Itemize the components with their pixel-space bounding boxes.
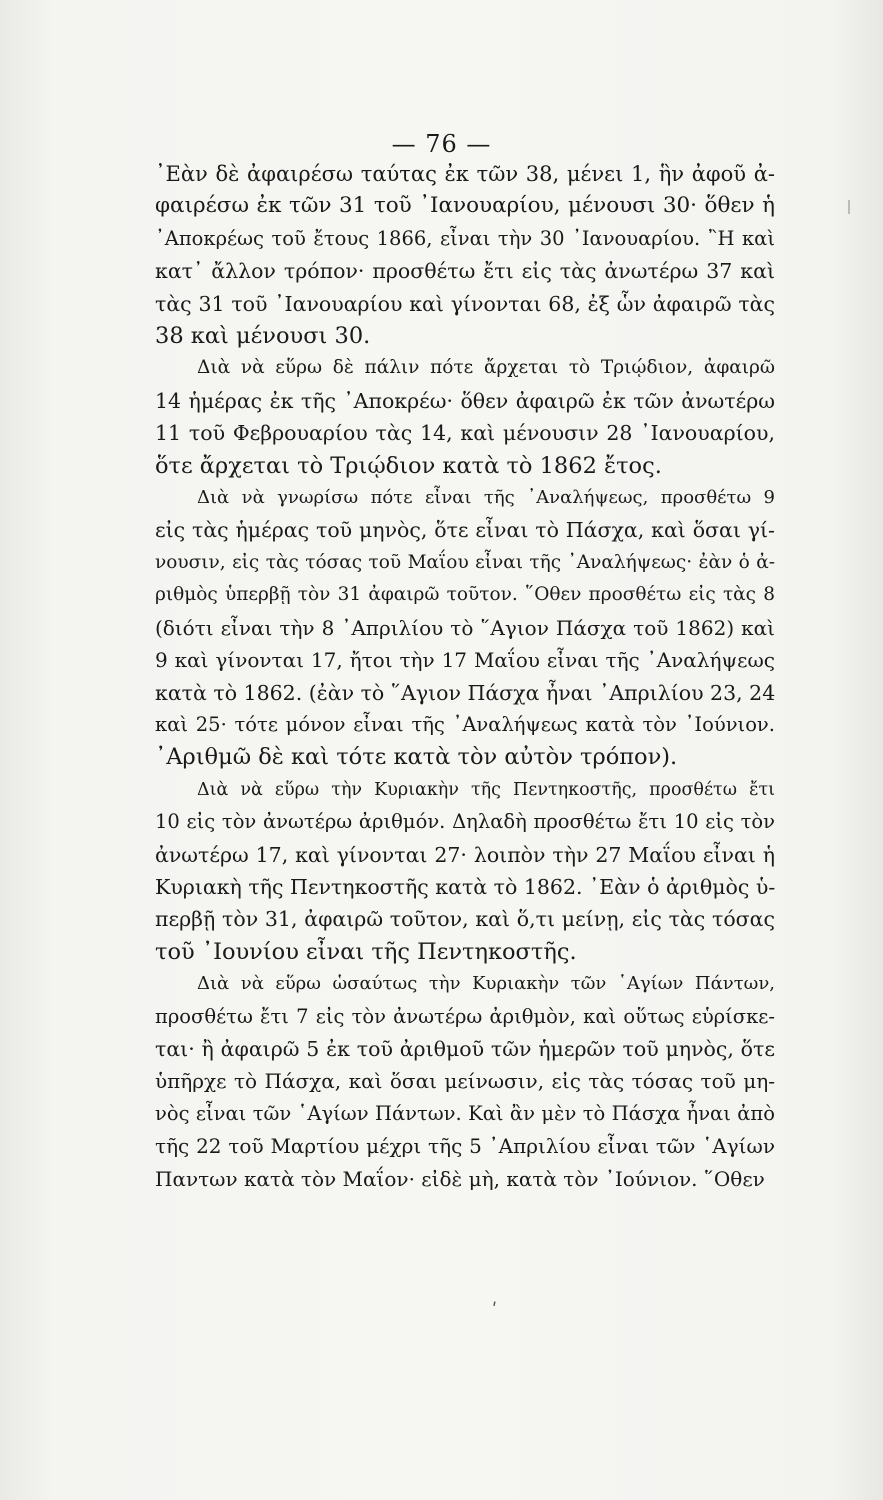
- text-line: τὰς 31 τοῦ ᾿Ιανουαρίου καὶ γίνονται 68, ἐξ ὧν ἀφαιρῶ τὰς: [155, 291, 775, 316]
- text-line: προσθέτω ἔτι 7 εἰς τὸν ἀνωτέρω ἀριθμὸν, καὶ οὕτως εὑρίσκε-: [155, 1004, 775, 1028]
- text-line: 9 καὶ γίνονται 17, ἤτοι τὴν 17 Μαΐου εἶναι τῆς ᾿Αναλήψεως: [155, 648, 775, 673]
- text-line: ριθμὸς ὑπερβῇ τὸν 31 ἀφαιρῶ τοῦτον. ῞Οθεν προσθέτω εἰς τὰς 8: [155, 584, 775, 606]
- text-line: εἰς τὰς ἡμέρας τοῦ μηνὸς, ὅτε εἶναι τὸ Πάσχα, καὶ ὅσαι γί-: [155, 518, 775, 543]
- text-line: ὅτε ἄρχεται τὸ Τριῴδιον κατὰ τὸ 1862 ἔτος.: [155, 452, 662, 479]
- text-line: ᾿Αποκρέως τοῦ ἔτους 1866, εἶναι τὴν 30 ᾿Ιανουαρίου. ῍Η καὶ: [155, 226, 775, 250]
- text-line: Διὰ νὰ γνωρίσω πότε εἶναι τῆς ᾿Αναλήψεως, προσθέτω 9: [197, 487, 775, 509]
- page-edge-mark: [848, 200, 850, 214]
- text-line: ὑπῆρχε τὸ Πάσχα, καὶ ὅσαι μείνωσιν, εἰς τὰς τόσας τοῦ μη-: [155, 1069, 775, 1094]
- text-line: τῆς 22 τοῦ Μαρτίου μέχρι τῆς 5 ᾿Απριλίου εἶναι τῶν ῾Αγίων: [155, 1134, 775, 1159]
- text-line: (διότι εἶναι τὴν 8 ᾿Απριλίου τὸ ῞Αγιον Πάσχα τοῦ 1862) καὶ: [155, 615, 775, 640]
- text-line: κατὰ τὸ 1862. (ἐὰν τὸ ῞Αγιον Πάσχα ἦναι ᾿Απριλίου 23, 24: [155, 680, 776, 705]
- text-line: περβῇ τὸν 31, ἀφαιρῶ τοῦτον, καὶ ὅ,τι μείνῃ, εἰς τὰς τόσας: [155, 907, 775, 932]
- text-line: ται· ἢ ἀφαιρῶ 5 ἐκ τοῦ ἀριθμοῦ τῶν ἡμερῶν τοῦ μηνὸς, ὅτε: [155, 1036, 775, 1061]
- stray-mark: ʹ: [492, 1300, 498, 1321]
- text-line: τοῦ ᾿Ιουνίου εἶναι τῆς Πεντηκοστῆς.: [155, 938, 577, 965]
- text-line: Παντων κατὰ τὸν Μαΐον· εἰδὲ μὴ, κατὰ τὸν ᾿Ιούνιον. ῞Οθεν: [155, 1166, 765, 1191]
- text-line: Κυριακὴ τῆς Πεντηκοστῆς κατὰ τὸ 1862. ᾿Εὰν ὁ ἀριθμὸς ὑ-: [155, 874, 776, 899]
- text-line: 10 εἰς τὸν ἀνωτέρω ἀριθμόν. Δηλαδὴ προσθέτω ἔτι 10 εἰς τὸν: [155, 810, 775, 834]
- text-line: Διὰ νὰ εὕρω ὡσαύτως τὴν Κυριακὴν τῶν ῾Αγίων Πάντων,: [197, 973, 775, 995]
- text-line: ᾿Εὰν δὲ ἀφαιρέσω ταύτας ἐκ τῶν 38, μένει 1, ἣν ἀφοῦ ἀ-: [155, 162, 775, 186]
- text-line: νὸς εἶναι τῶν ῾Αγίων Πάντων. Καὶ ἂν μὲν τὸ Πάσχα ἦναι ἀπὸ: [155, 1101, 775, 1125]
- text-line: Διὰ νὰ εὕρω δὲ πάλιν πότε ἄρχεται τὸ Τριῴδιον, ἀφαιρῶ: [197, 357, 775, 379]
- text-line: φαιρέσω ἐκ τῶν 31 τοῦ ᾿Ιανουαρίου, μένουσι 30· ὅθεν ἡ: [155, 193, 775, 219]
- paragraph: [155, 968, 775, 1195]
- text-line: ᾿Αριθμῶ δὲ καὶ τότε κατὰ τὸν αὐτὸν τρόπον).: [155, 744, 678, 771]
- paragraph: [155, 158, 775, 352]
- text-line: 11 τοῦ Φεβρουαρίου τὰς 14, καὶ μένουσιν 28 ᾿Ιανουαρίου,: [155, 421, 775, 446]
- text-line: 14 ἡμέρας ἐκ τῆς ᾿Αποκρέω· ὅθεν ἀφαιρῶ ἐκ τῶν ἀνωτέρω: [155, 388, 775, 413]
- text-line: κατ᾿ ἄλλον τρόπον· προσθέτω ἔτι εἰς τὰς ἀνωτέρω 37 καὶ: [155, 259, 775, 284]
- text-line: 38 καὶ μένουσι 30.: [155, 323, 371, 350]
- text-line: Διὰ νὰ εὕρω τὴν Κυριακὴν τῆς Πεντηκοστῆς, προσθέτω ἔτι: [197, 779, 775, 800]
- paragraph: [155, 482, 775, 774]
- paragraph: [155, 774, 775, 968]
- text-line: νουσιν, εἰς τὰς τόσας τοῦ Μαΐου εἶναι τῆς ᾿Αναλήψεως· ἐὰν ὁ ἀ-: [155, 551, 775, 573]
- text-line: ἀνωτέρω 17, καὶ γίνονται 27· λοιπὸν τὴν 27 Μαΐου εἶναι ἡ: [155, 842, 775, 867]
- paragraph: [155, 352, 775, 482]
- body-text: [155, 158, 775, 1195]
- page-number: — 76 —: [391, 130, 492, 158]
- text-line: καὶ 25· τότε μόνον εἶναι τῆς ᾿Αναλήψεως κατὰ τὸν ᾿Ιούνιον.: [155, 712, 775, 736]
